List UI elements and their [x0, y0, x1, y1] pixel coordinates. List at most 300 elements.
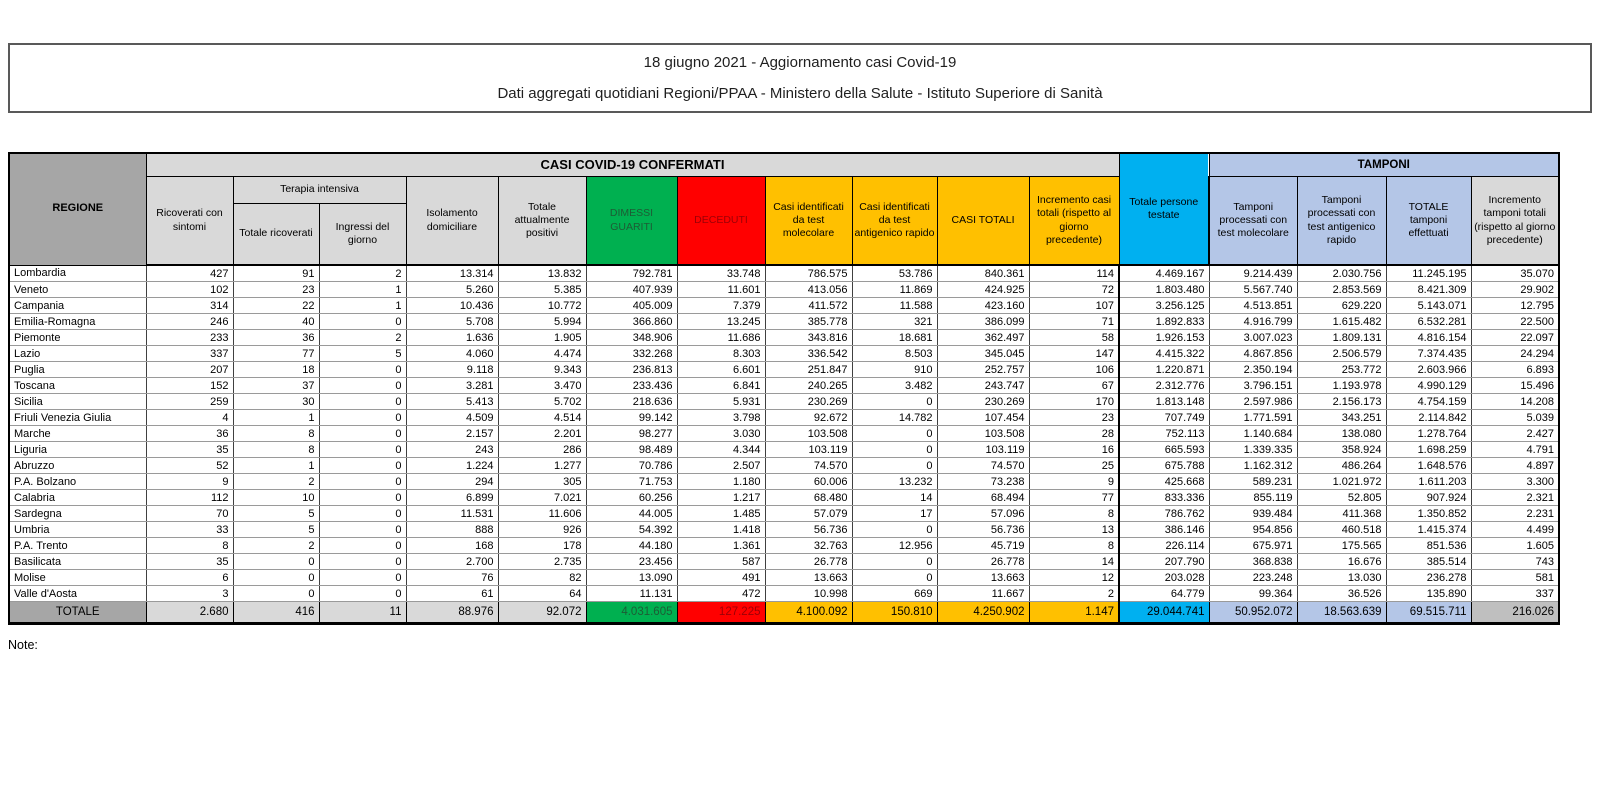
value-cell: 4.469.167 [1119, 265, 1209, 282]
value-cell: 366.860 [586, 314, 677, 330]
value-cell: 33.748 [677, 265, 765, 282]
value-cell: 4.060 [406, 346, 498, 362]
totale-value-cell: 150.810 [852, 602, 937, 624]
table-row [9, 506, 1559, 522]
value-cell: 486.264 [1297, 458, 1386, 474]
value-cell: 1.339.335 [1209, 442, 1297, 458]
value-cell: 11.245.195 [1386, 265, 1471, 282]
value-cell: 6 [146, 570, 233, 586]
value-cell: 910 [852, 362, 937, 378]
value-cell: 25 [1029, 458, 1119, 474]
value-cell: 752.113 [1119, 426, 1209, 442]
value-cell: 16.676 [1297, 554, 1386, 570]
value-cell: 5.039 [1471, 410, 1559, 426]
value-cell: 743 [1471, 554, 1559, 570]
value-cell: 24.294 [1471, 346, 1559, 362]
value-cell: 11.588 [852, 298, 937, 314]
totale-value-cell: 1.147 [1029, 602, 1119, 624]
value-cell: 13.663 [937, 570, 1029, 586]
value-cell: 385.514 [1386, 554, 1471, 570]
value-cell: 64 [498, 586, 586, 602]
totale-value-cell: 11 [319, 602, 406, 624]
value-cell: 2.427 [1471, 426, 1559, 442]
value-cell: 358.924 [1297, 442, 1386, 458]
value-cell: 1 [319, 282, 406, 298]
header-terapia-ingressi: Ingressi del giorno [319, 204, 406, 266]
value-cell: 11.869 [852, 282, 937, 298]
value-cell: 33 [146, 522, 233, 538]
value-cell: 3.300 [1471, 474, 1559, 490]
value-cell: 907.924 [1386, 490, 1471, 506]
value-cell: 6.893 [1471, 362, 1559, 378]
value-cell: 103.508 [937, 426, 1029, 442]
value-cell: 236.278 [1386, 570, 1471, 586]
value-cell: 58 [1029, 330, 1119, 346]
totale-value-cell: 4.250.902 [937, 602, 1029, 624]
value-cell: 460.518 [1297, 522, 1386, 538]
value-cell: 833.336 [1119, 490, 1209, 506]
value-cell: 425.668 [1119, 474, 1209, 490]
value-cell: 10 [233, 490, 319, 506]
value-cell: 4.990.129 [1386, 378, 1471, 394]
table-row [9, 362, 1559, 378]
value-cell: 53.786 [852, 265, 937, 282]
value-cell: 13.030 [1297, 570, 1386, 586]
value-cell: 152 [146, 378, 233, 394]
value-cell: 36.526 [1297, 586, 1386, 602]
header-incremento-casi: Incremento casi totali (rispetto al giorno precedente) [1029, 177, 1119, 266]
value-cell: 99.142 [586, 410, 677, 426]
value-cell: 411.572 [765, 298, 852, 314]
value-cell: 851.536 [1386, 538, 1471, 554]
value-cell: 6.601 [677, 362, 765, 378]
value-cell: 5 [319, 346, 406, 362]
value-cell: 587 [677, 554, 765, 570]
value-cell: 28 [1029, 426, 1119, 442]
title-line2: Dati aggregati quotidiani Regioni/PPAA - Ministero della Salute - Istituto Superiore di Sanità [497, 85, 1103, 102]
value-cell: 57.096 [937, 506, 1029, 522]
value-cell: 10.436 [406, 298, 498, 314]
value-cell: 2.231 [1471, 506, 1559, 522]
value-cell: 30 [233, 394, 319, 410]
value-cell: 13.090 [586, 570, 677, 586]
value-cell: 18.681 [852, 330, 937, 346]
value-cell: 2 [233, 474, 319, 490]
value-cell: 2.700 [406, 554, 498, 570]
region-name-cell: Campania [9, 298, 146, 314]
table-header [9, 153, 1559, 265]
header-casi-totali: CASI TOTALI [937, 177, 1029, 266]
header-dimessi-guariti: DIMESSI GUARITI [586, 177, 677, 266]
header-casi-molecolare: Casi identificati da test molecolare [765, 177, 852, 266]
value-cell: 18 [233, 362, 319, 378]
value-cell: 3 [146, 586, 233, 602]
value-cell: 5.708 [406, 314, 498, 330]
value-cell: 2.321 [1471, 490, 1559, 506]
value-cell: 6.899 [406, 490, 498, 506]
table-row [9, 490, 1559, 506]
value-cell: 0 [233, 570, 319, 586]
value-cell: 5.413 [406, 394, 498, 410]
table-row [9, 426, 1559, 442]
value-cell: 56.736 [937, 522, 1029, 538]
value-cell: 0 [319, 554, 406, 570]
value-cell: 424.925 [937, 282, 1029, 298]
value-cell: 386.146 [1119, 522, 1209, 538]
value-cell: 207 [146, 362, 233, 378]
value-cell: 68.480 [765, 490, 852, 506]
value-cell: 1.605 [1471, 538, 1559, 554]
value-cell: 3.470 [498, 378, 586, 394]
value-cell: 2.597.986 [1209, 394, 1297, 410]
value-cell: 1 [319, 298, 406, 314]
value-cell: 15.496 [1471, 378, 1559, 394]
region-name-cell: Puglia [9, 362, 146, 378]
value-cell: 103.119 [765, 442, 852, 458]
value-cell: 70 [146, 506, 233, 522]
value-cell: 4.867.856 [1209, 346, 1297, 362]
table-footer [9, 602, 1559, 624]
value-cell: 138.080 [1297, 426, 1386, 442]
value-cell: 60.256 [586, 490, 677, 506]
value-cell: 669 [852, 586, 937, 602]
value-cell: 4.344 [677, 442, 765, 458]
value-cell: 1.277 [498, 458, 586, 474]
region-name-cell: Abruzzo [9, 458, 146, 474]
value-cell: 0 [319, 458, 406, 474]
value-cell: 44.180 [586, 538, 677, 554]
value-cell: 0 [319, 570, 406, 586]
value-cell: 233 [146, 330, 233, 346]
table-row [9, 538, 1559, 554]
value-cell: 589.231 [1209, 474, 1297, 490]
value-cell: 1.611.203 [1386, 474, 1471, 490]
value-cell: 103.119 [937, 442, 1029, 458]
value-cell: 4.754.159 [1386, 394, 1471, 410]
value-cell: 102 [146, 282, 233, 298]
value-cell: 203.028 [1119, 570, 1209, 586]
value-cell: 5 [233, 506, 319, 522]
value-cell: 218.636 [586, 394, 677, 410]
value-cell: 8 [1029, 538, 1119, 554]
value-cell: 0 [319, 474, 406, 490]
value-cell: 1.636 [406, 330, 498, 346]
region-name-cell: Piemonte [9, 330, 146, 346]
value-cell: 0 [319, 586, 406, 602]
value-cell: 5.143.071 [1386, 298, 1471, 314]
value-cell: 294 [406, 474, 498, 490]
value-cell: 23 [233, 282, 319, 298]
value-cell: 629.220 [1297, 298, 1386, 314]
value-cell: 253.772 [1297, 362, 1386, 378]
value-cell: 17 [852, 506, 937, 522]
value-cell: 1.361 [677, 538, 765, 554]
value-cell: 2.735 [498, 554, 586, 570]
value-cell: 72 [1029, 282, 1119, 298]
table-row [9, 314, 1559, 330]
table-row [9, 570, 1559, 586]
value-cell: 22.097 [1471, 330, 1559, 346]
value-cell: 1.180 [677, 474, 765, 490]
value-cell: 2.853.569 [1297, 282, 1386, 298]
value-cell: 2.201 [498, 426, 586, 442]
value-cell: 147 [1029, 346, 1119, 362]
value-cell: 5.702 [498, 394, 586, 410]
region-name-cell: Lazio [9, 346, 146, 362]
value-cell: 0 [319, 394, 406, 410]
covid-data-table [8, 152, 1560, 625]
value-cell: 107.454 [937, 410, 1029, 426]
region-name-cell: Emilia-Romagna [9, 314, 146, 330]
value-cell: 92.672 [765, 410, 852, 426]
value-cell: 9.118 [406, 362, 498, 378]
value-cell: 13.663 [765, 570, 852, 586]
value-cell: 385.778 [765, 314, 852, 330]
value-cell: 2.030.756 [1297, 265, 1386, 282]
value-cell: 305 [498, 474, 586, 490]
value-cell: 36 [233, 330, 319, 346]
table-row [9, 554, 1559, 570]
table-row [9, 442, 1559, 458]
totale-value-cell: 18.563.639 [1297, 602, 1386, 624]
value-cell: 362.497 [937, 330, 1029, 346]
totale-value-cell: 4.100.092 [765, 602, 852, 624]
header-tamponi-molecolare: Tamponi processati con test molecolare [1209, 177, 1297, 266]
value-cell: 223.248 [1209, 570, 1297, 586]
value-cell: 4.513.851 [1209, 298, 1297, 314]
region-name-cell: Valle d'Aosta [9, 586, 146, 602]
header-tamponi-totale: TOTALE tamponi effettuati [1386, 177, 1471, 266]
value-cell: 3.798 [677, 410, 765, 426]
value-cell: 0 [319, 426, 406, 442]
table-row [9, 298, 1559, 314]
value-cell: 77 [233, 346, 319, 362]
value-cell: 0 [319, 442, 406, 458]
header-persone-testate: Totale persone testate [1119, 153, 1209, 265]
value-cell: 332.268 [586, 346, 677, 362]
value-cell: 1.193.978 [1297, 378, 1386, 394]
value-cell: 8 [233, 426, 319, 442]
value-cell: 4.514 [498, 410, 586, 426]
value-cell: 472 [677, 586, 765, 602]
value-cell: 14.208 [1471, 394, 1559, 410]
value-cell: 29.902 [1471, 282, 1559, 298]
value-cell: 1.021.972 [1297, 474, 1386, 490]
value-cell: 11.606 [498, 506, 586, 522]
value-cell: 40 [233, 314, 319, 330]
value-cell: 56.736 [765, 522, 852, 538]
value-cell: 0 [852, 570, 937, 586]
value-cell: 44.005 [586, 506, 677, 522]
value-cell: 1.350.852 [1386, 506, 1471, 522]
value-cell: 2.114.842 [1386, 410, 1471, 426]
header-casi-antigenico: Casi identificati da test antigenico rapido [852, 177, 937, 266]
value-cell: 3.796.151 [1209, 378, 1297, 394]
value-cell: 0 [319, 522, 406, 538]
value-cell: 2 [1029, 586, 1119, 602]
totale-value-cell: 88.976 [406, 602, 498, 624]
value-cell: 337 [146, 346, 233, 362]
value-cell: 1.615.482 [1297, 314, 1386, 330]
header-incremento-tamponi: Incremento tamponi totali (rispetto al giorno precedente) [1471, 177, 1559, 266]
title-line1: 18 giugno 2021 - Aggiornamento casi Covid-19 [643, 54, 957, 71]
value-cell: 0 [233, 586, 319, 602]
value-cell: 12.956 [852, 538, 937, 554]
value-cell: 1.485 [677, 506, 765, 522]
value-cell: 54.392 [586, 522, 677, 538]
value-cell: 0 [852, 442, 937, 458]
value-cell: 581 [1471, 570, 1559, 586]
value-cell: 9 [1029, 474, 1119, 490]
value-cell: 52 [146, 458, 233, 474]
value-cell: 1.162.312 [1209, 458, 1297, 474]
value-cell: 954.856 [1209, 522, 1297, 538]
region-name-cell: Calabria [9, 490, 146, 506]
value-cell: 368.838 [1209, 554, 1297, 570]
value-cell: 0 [852, 426, 937, 442]
value-cell: 1.905 [498, 330, 586, 346]
value-cell: 4.474 [498, 346, 586, 362]
value-cell: 9.343 [498, 362, 586, 378]
value-cell: 23 [1029, 410, 1119, 426]
header-deceduti: DECEDUTI [677, 177, 765, 266]
region-name-cell: Toscana [9, 378, 146, 394]
value-cell: 74.570 [765, 458, 852, 474]
value-cell: 0 [233, 554, 319, 570]
value-cell: 11.667 [937, 586, 1029, 602]
region-name-cell: Basilicata [9, 554, 146, 570]
value-cell: 236.813 [586, 362, 677, 378]
value-cell: 23.456 [586, 554, 677, 570]
value-cell: 3.482 [852, 378, 937, 394]
value-cell: 343.251 [1297, 410, 1386, 426]
table-row [9, 378, 1559, 394]
value-cell: 60.006 [765, 474, 852, 490]
value-cell: 2.312.776 [1119, 378, 1209, 394]
header-band-tamponi: TAMPONI [1209, 153, 1559, 177]
value-cell: 3.007.023 [1209, 330, 1297, 346]
header-isolamento: Isolamento domiciliare [406, 177, 498, 266]
value-cell: 175.565 [1297, 538, 1386, 554]
value-cell: 11.531 [406, 506, 498, 522]
value-cell: 2.157 [406, 426, 498, 442]
value-cell: 10.772 [498, 298, 586, 314]
totale-value-cell: 92.072 [498, 602, 586, 624]
value-cell: 77 [1029, 490, 1119, 506]
value-cell: 407.939 [586, 282, 677, 298]
value-cell: 0 [319, 506, 406, 522]
value-cell: 168 [406, 538, 498, 554]
value-cell: 207.790 [1119, 554, 1209, 570]
value-cell: 4.509 [406, 410, 498, 426]
value-cell: 5.994 [498, 314, 586, 330]
value-cell: 35 [146, 554, 233, 570]
value-cell: 286 [498, 442, 586, 458]
value-cell: 12 [1029, 570, 1119, 586]
value-cell: 840.361 [937, 265, 1029, 282]
value-cell: 226.114 [1119, 538, 1209, 554]
value-cell: 8.421.309 [1386, 282, 1471, 298]
table-row [9, 586, 1559, 602]
value-cell: 337 [1471, 586, 1559, 602]
value-cell: 68.494 [937, 490, 1029, 506]
table-row [9, 474, 1559, 490]
value-cell: 252.757 [937, 362, 1029, 378]
value-cell: 22 [233, 298, 319, 314]
table-row [9, 458, 1559, 474]
region-name-cell: Sicilia [9, 394, 146, 410]
table-body [9, 265, 1559, 602]
value-cell: 178 [498, 538, 586, 554]
value-cell: 2.350.194 [1209, 362, 1297, 378]
value-cell: 321 [852, 314, 937, 330]
value-cell: 675.971 [1209, 538, 1297, 554]
value-cell: 8 [1029, 506, 1119, 522]
table-row [9, 346, 1559, 362]
value-cell: 1.809.131 [1297, 330, 1386, 346]
value-cell: 11.131 [586, 586, 677, 602]
value-cell: 4.816.154 [1386, 330, 1471, 346]
value-cell: 314 [146, 298, 233, 314]
totale-value-cell: 29.044.741 [1119, 602, 1209, 624]
value-cell: 230.269 [937, 394, 1029, 410]
value-cell: 61 [406, 586, 498, 602]
value-cell: 57.079 [765, 506, 852, 522]
value-cell: 5.567.740 [1209, 282, 1297, 298]
value-cell: 1.803.480 [1119, 282, 1209, 298]
totale-row [9, 602, 1559, 624]
totale-label-cell: TOTALE [9, 602, 146, 624]
value-cell: 1.220.871 [1119, 362, 1209, 378]
header-band-casi: CASI COVID-19 CONFERMATI [146, 153, 1119, 177]
value-cell: 233.436 [586, 378, 677, 394]
value-cell: 3.030 [677, 426, 765, 442]
table-row [9, 330, 1559, 346]
value-cell: 386.099 [937, 314, 1029, 330]
value-cell: 26.778 [937, 554, 1029, 570]
value-cell: 45.719 [937, 538, 1029, 554]
value-cell: 1.224 [406, 458, 498, 474]
value-cell: 405.009 [586, 298, 677, 314]
value-cell: 5.385 [498, 282, 586, 298]
region-name-cell: P.A. Trento [9, 538, 146, 554]
value-cell: 792.781 [586, 265, 677, 282]
header-ricoverati: Ricoverati con sintomi [146, 177, 233, 266]
value-cell: 16 [1029, 442, 1119, 458]
value-cell: 2 [319, 265, 406, 282]
value-cell: 3.281 [406, 378, 498, 394]
value-cell: 4.415.322 [1119, 346, 1209, 362]
value-cell: 6.532.281 [1386, 314, 1471, 330]
value-cell: 2 [319, 330, 406, 346]
value-cell: 855.119 [1209, 490, 1297, 506]
header-tamponi-antigenico: Tamponi processati con test antigenico rapido [1297, 177, 1386, 266]
table-row [9, 265, 1559, 282]
header-terapia-intensiva: Terapia intensiva [233, 177, 406, 204]
value-cell: 0 [852, 394, 937, 410]
value-cell: 1.415.374 [1386, 522, 1471, 538]
value-cell: 7.021 [498, 490, 586, 506]
value-cell: 3.256.125 [1119, 298, 1209, 314]
totale-value-cell: 127.225 [677, 602, 765, 624]
title-box [8, 43, 1592, 113]
value-cell: 6.841 [677, 378, 765, 394]
totale-value-cell: 216.026 [1471, 602, 1559, 624]
value-cell: 112 [146, 490, 233, 506]
value-cell: 11.686 [677, 330, 765, 346]
value-cell: 114 [1029, 265, 1119, 282]
value-cell: 13.314 [406, 265, 498, 282]
